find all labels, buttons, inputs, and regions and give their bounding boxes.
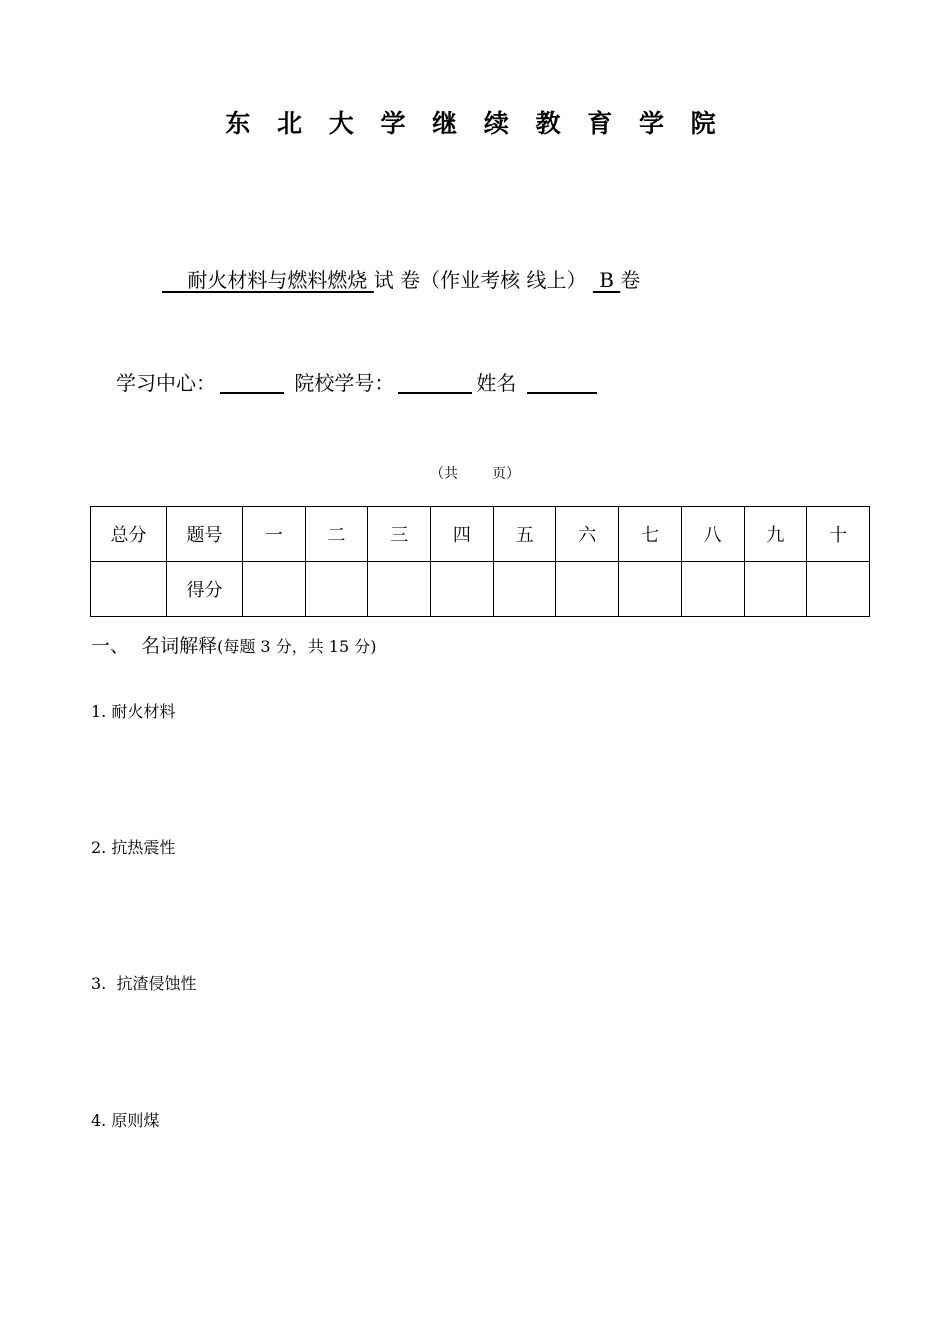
page-count-close: 页） [492,466,520,482]
name-label: 姓名 [476,371,517,395]
score-table-score-row [91,562,870,617]
question-2-score[interactable] [305,562,368,617]
section-1-title: 一、 名词解释 [91,635,218,657]
center-label: 学习中心： [116,371,216,395]
score-row-label: 得分 [167,562,243,617]
student-id-label: 院校学号： [294,371,395,395]
question-1-score[interactable] [243,562,306,617]
question-5-score[interactable] [493,562,556,617]
total-score-cell[interactable] [91,562,167,617]
score-table-header-row [91,507,870,562]
exam-title-line [162,264,640,293]
question-7-header: 七 [619,507,682,562]
version-mark: B [592,268,621,292]
question-8-header: 八 [681,507,744,562]
question-8-score[interactable] [681,562,744,617]
course-name: 耐火材料与燃料燃烧 [162,268,374,292]
question-4-header: 四 [431,507,494,562]
question-6-score[interactable] [556,562,619,617]
page-count-open: （共 [430,466,458,482]
question-5-header: 五 [493,507,556,562]
question-9-score[interactable] [744,562,807,617]
total-score-header: 总分 [91,507,167,562]
question-6-header: 六 [556,507,619,562]
section-1-heading [91,631,376,658]
question-number-header: 题号 [167,507,243,562]
question-3-header: 三 [368,507,431,562]
question-10-score[interactable] [807,562,870,617]
student-id-blank[interactable] [398,372,472,394]
paper-type: 试 卷（作业考核 线上） [373,268,587,292]
question-9-header: 九 [744,507,807,562]
section-1-note: (每题 3 分，共 15 分) [217,637,377,656]
question-3-score[interactable] [368,562,431,617]
question-item: 4. 原则煤 [91,1111,160,1130]
question-item: 3. 抗渣侵蚀性 [91,974,197,993]
question-10-header: 十 [807,507,870,562]
version-suffix: 卷 [620,268,641,292]
question-2-header: 二 [305,507,368,562]
question-item: 2. 抗热震性 [91,838,176,857]
question-7-score[interactable] [619,562,682,617]
name-blank[interactable] [527,372,597,394]
question-1-header: 一 [243,507,306,562]
question-4-score[interactable] [431,562,494,617]
score-table [90,506,870,617]
student-info-line [116,367,601,396]
institution-title: 东 北 大 学 继 续 教 育 学 院 [225,109,725,138]
page-count [0,463,950,483]
center-blank[interactable] [220,372,284,394]
question-item: 1. 耐火材料 [91,702,176,721]
